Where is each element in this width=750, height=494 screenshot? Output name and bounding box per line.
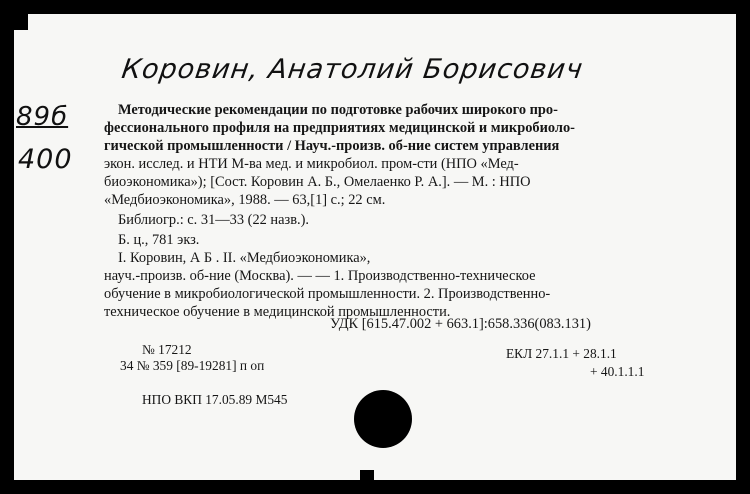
card-number: № 17212: [142, 342, 192, 357]
punch-hole-mark: [354, 390, 412, 448]
handwritten-author-name: Коровин, Анатолий Борисович: [119, 54, 586, 85]
bibliography-note: Библиогр.: с. 31—33 (22 назв.).: [118, 212, 309, 228]
handwritten-shelf-mark-top: 89б: [16, 102, 69, 132]
ekl-line-2: + 40.1.1.1: [590, 364, 645, 379]
entry-line-2: науч.-произв. об-ние (Москва). — — 1. Производственно-техническое: [104, 268, 536, 284]
title-line-6: «Медбиоэкономика», 1988. — 63,[1] с.; 22 см.: [104, 192, 386, 208]
catalog-card: [14, 14, 736, 480]
title-line-5: биоэкономика»); [Сост. Коровин А. Б., Омелаенко Р. А.]. — М. : НПО: [104, 174, 531, 190]
title-line-1: Методические рекомендации по подготовке рабочих широкого про-: [118, 102, 558, 118]
price-copies: Б. ц., 781 экз.: [118, 232, 200, 248]
entry-line-3: обучение в микробиологической промышленности. 2. Производственно-: [104, 286, 551, 302]
handwritten-shelf-mark-bottom: 400: [18, 144, 73, 175]
card-corner-notch: [14, 14, 28, 30]
entry-line-1: I. Коровин, А Б . II. «Медбиоэкономика»,: [118, 250, 371, 266]
footer-imprint: НПО ВКП 17.05.89 М545: [142, 392, 288, 407]
card-bottom-notch: [360, 470, 374, 480]
udc-code: УДК [615.47.002 + 663.1]:658.336(083.131): [330, 316, 591, 332]
title-line-3: гической промышленности / Науч.-произв. об-ние систем управления: [104, 138, 560, 154]
order-line: 34 № 359 [89-19281] п оп: [120, 358, 265, 373]
title-line-4: экон. исслед. и НТИ М-ва мед. и микробиол. пром-сти (НПО «Мед-: [104, 156, 519, 172]
entry-line-4: техническое обучение в медицинской промышленности.: [104, 304, 451, 320]
title-line-2: фессионального профиля на предприятиях медицинской и микробиоло-: [104, 120, 575, 136]
ekl-line-1: ЕКЛ 27.1.1 + 28.1.1: [506, 346, 617, 361]
